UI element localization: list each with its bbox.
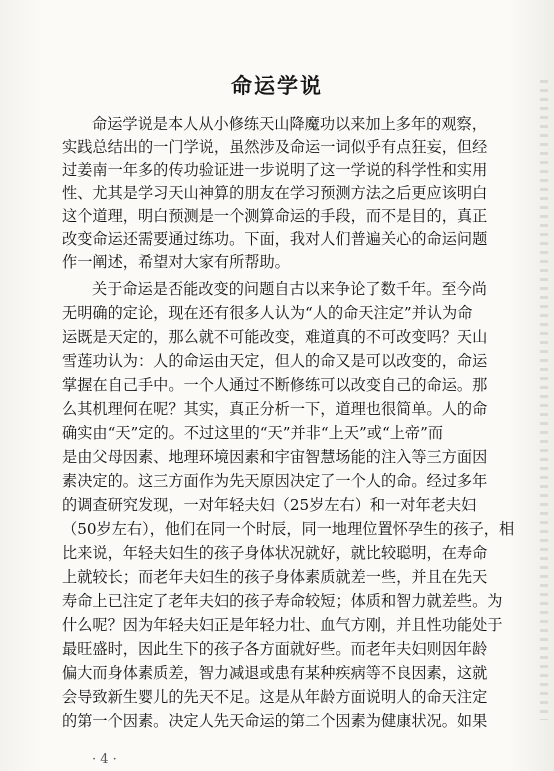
text-line: 上就较长；而老年夫妇生的孩子身体素质就差一些，并且在先天	[62, 568, 488, 586]
page-title: 命运学说	[231, 73, 323, 98]
text-line: 关于命运是否能改变的问题自古以来争论了数千年。至今尚	[92, 280, 487, 298]
text-line: 寿命上已注定了老年夫妇的孩子寿命较短；体质和智力就差些。为	[62, 592, 503, 610]
text-line: 的调查研究发现，一对年轻夫妇（25岁左右）和一对年老夫妇	[62, 496, 477, 514]
page-edge-shadow	[540, 80, 548, 720]
text-line: 雪莲功认为：人的命运由天定，但人的命又是可以改变的，命运	[62, 352, 488, 370]
text-line: 命运学说是本人从小修练天山降魔功以来加上多年的观察，	[92, 115, 487, 133]
text-line: 作一阐述，希望对大家有所帮助。	[62, 253, 290, 271]
text-line: 素决定的。这三方面作为先天原因决定了一个人的命。经过多年	[62, 472, 488, 490]
text-line: 的第一个因素。决定人先天命运的第二个因素为健康状况。如果	[62, 712, 488, 730]
text-line: 过姜南一年多的传功验证进一步说明了这一学说的科学性和实用	[62, 161, 488, 179]
text-line: 掌握在自己手中。一个人通过不断修练可以改变自己的命运。那	[62, 376, 488, 394]
text-line: 会导致新生婴儿的先天不足。这是从年龄方面说明人的命天注定	[62, 688, 488, 706]
text-line: 比来说，年轻夫妇生的孩子身体状况就好，就比较聪明，在寿命	[62, 544, 488, 562]
text-line: 确实由“天”定的。不过这里的“天”并非“上天”或“上帝”而	[62, 424, 444, 442]
text-line: 什么呢？因为年轻夫妇正是年轻力壮、血气方刚，并且性功能处于	[62, 616, 503, 634]
text-line: 无明确的定论，现在还有很多人认为“人的命天注定”并认为命	[62, 304, 473, 322]
text-line: （50岁左右），他们在同一个时辰，同一地理位置怀孕生的孩子，相	[62, 520, 515, 538]
text-line: 么其机理何在呢？其实，真正分析一下，道理也很简单。人的命	[62, 400, 488, 418]
text-line: 性、尤其是学习天山神算的朋友在学习预测方法之后更应该明白	[62, 184, 488, 202]
text-line: 实践总结出的一门学说，虽然涉及命运一词似乎有点狂妄，但经	[62, 138, 488, 156]
text-line: 改变命运还需要通过练功。下面，我对人们普遍关心的命运问题	[62, 230, 488, 248]
text-line: 最旺盛时，因此生下的孩子各方面就好些。而老年夫妇则因年龄	[62, 640, 488, 658]
text-line: 是由父母因素、地理环境因素和宇宙智慧场能的注入等三方面因	[62, 448, 488, 466]
page-number: · 4 ·	[92, 752, 117, 767]
text-line: 这个道理，明白预测是一个测算命运的手段，而不是目的，真正	[62, 207, 488, 225]
text-line: 运既是天定的，那么就不可能改变，难道真的不可改变吗？天山	[62, 328, 488, 346]
text-line: 偏大而身体素质差，智力减退或患有某种疾病等不良因素，这就	[62, 664, 488, 682]
